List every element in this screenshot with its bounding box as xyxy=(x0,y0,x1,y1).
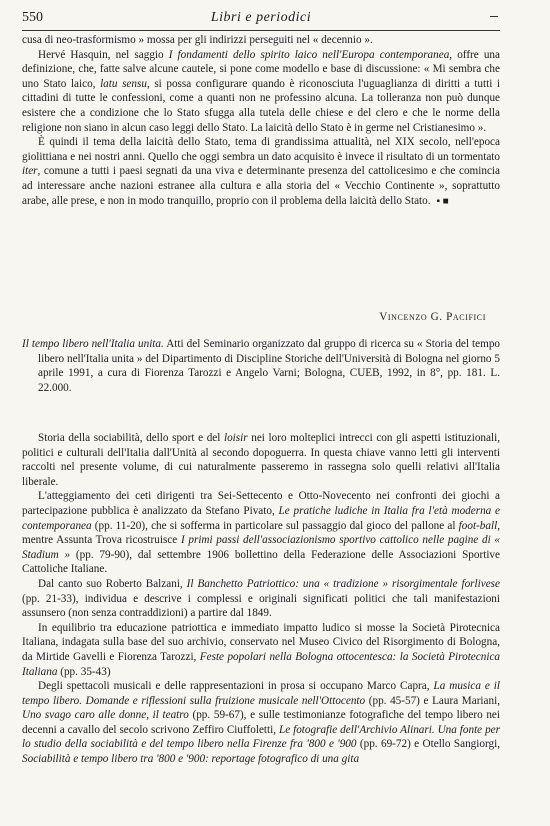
latin-term: iter xyxy=(22,165,38,178)
latin-term: latu sensu xyxy=(100,77,147,90)
review-2-citation: Il tempo libero nell'Italia unita. Atti del Seminario organizzato dal gruppo di ricerca su « Storia del tempo libero nell'Italia unita » del Dipartimento di Discipline Storiche dell'Università di Bologna nel giorno 5 aprile 1991, a cura di Fiorenza Tarozzi e Angelo Varni; Bologna, CUEB, 1992, in 8°, pp. 181. L. 22.000. xyxy=(22,338,501,394)
review-2-paragraph-5: Degli spettacoli musicali e delle rappresentazioni in prosa si occupano Marco Capra, La musica e il tempo libero. Domande e riflessioni sulla fruizione musicale nell'Ottocento (pp. 45-57) e Laura Mariani, Uno svago caro alle donne, il teatro (pp. 59-67), e sulle testimonianze fotografiche del tempo libero nei decenni a cavallo del secolo scrivono Zeffiro Ciuffoletti, Le fotografie dell'Archivio Alinari. Una fonte per lo studio della sociabilità e del tempo libero nella Firenze fra '800 e '900 (pp. 69-72) e Otello Sangiorgi, Sociabilità e tempo libero tra '800 e '900: reportage fotografico di una gita xyxy=(22,680,500,766)
review-author: Vincenzo G. Pacifici xyxy=(379,311,486,323)
review-2-paragraph-4: In equilibrio tra educazione patriottica e immediato impatto ludico si mosse la Società Pirotecnica Italiana, indagata sulla base del suo archivio, conservato nel Museo Civico del Risorgimento di Bologna, da Mirtide Gavelli e Fiorenza Tarozzi, Feste popolari nella Bologna ottocentesca: la Società Pirotecnica Italiana (pp. 35-43) xyxy=(22,621,501,678)
review-1-body xyxy=(22,33,500,209)
review-1-paragraph-2: Hervé Hasquin, nel saggio I fondamenti dello spirito laico nell'Europa contemporanea, offre una definizione, che, fatte salve alcune cautele, si pone come modello e base di discussione: « Mi sembra che uno Stato laico, latu sensu, si possa configurare quando è riconosciuta l'uguaglianza di diritti a tutti i cittadini di tutte le confessioni, come a quanti non ne professino alcuna. La tolleranza non può dunque esistere che a condizione che lo Stato sfugga alla tutela delle chiese e del clero e che le norme della religione non siano in alcun caso leggi dello Stato. La laicità dello Stato è in germe nel Cristianesimo ». xyxy=(22,48,501,134)
book-title: I fondamenti dello spirito laico nell'Europa contemporanea xyxy=(168,48,450,61)
review-1-paragraph-1: cusa di neo-trasformismo » mossa per gli indirizzi perseguiti nel « decennio ». xyxy=(22,34,373,46)
review-2-body xyxy=(22,431,500,767)
page-header xyxy=(22,8,500,31)
running-title: Libri e periodici xyxy=(210,10,312,25)
review-1-paragraph-3: È quindi il tema della laicità dello Stato, tema di grandissima attualità, nel XIX secolo, nell'epoca giolittiana e nei nostri anni. Quello che oggi sembra un dato acquisito è invece il risultato di un tormentato iter, comune a tutti i paesi segnati da una viva e determinante presenza del cattolicesimo e che comincia ad interessare anche nazioni estranee alla cultura e alla storia del « Vecchio Continente », soprattutto arabe, alle prese, e non in modo tranquillo, proprio con il problema della laicità dello Stato. ▪ ■ xyxy=(22,136,500,207)
page-number: 550 xyxy=(22,10,43,25)
header-dash xyxy=(490,16,498,17)
review-2-paragraph-1: Storia della sociabilità, dello sport e del loisir nei loro molteplici intrecci con gli aspetti istituzionali, politici e culturali dell'Italia dall'Unità al secondo dopoguerra. In questa chiave vanno letti gli interventi raccolti nel presente volume, di cui naturalmente passeremo in rassegna solo quelli relativi all'Italia liberale. xyxy=(22,432,500,488)
citation-title: Il tempo libero nell'Italia unita. xyxy=(22,338,164,350)
review-2-paragraph-3: Dal canto suo Roberto Balzani, Il Banchetto Patriottico: una « tradizione » risorgimentale forlivese (pp. 21-33), individua e descrive i complessi e originali significati politici che tali manifestazioni assunsero (non senza contraddizioni) a partire dal 1849. xyxy=(22,577,500,620)
end-mark-icon: ▪ ■ xyxy=(436,195,449,207)
review-2-paragraph-2: L'atteggiamento dei ceti dirigenti tra Sei-Settecento e Otto-Novecento nei confronti dei giochi a partecipazione pubblica è analizzato da Stefano Pivato, Le pratiche ludiche in Italia fra l'età moderna e contemporanea (pp. 11-20), che si sofferma in particolare sul passaggio dal gioco del pallone al foot-ball, mentre Assunta Trova ricostruisce I primi passi dell'associazionismo sportivo cattolico nelle pagine di « Stadium » (pp. 79-90), dal settembre 1906 bollettino della Federazione delle Associazioni Sportive Cattoliche Italiane. xyxy=(22,490,500,576)
